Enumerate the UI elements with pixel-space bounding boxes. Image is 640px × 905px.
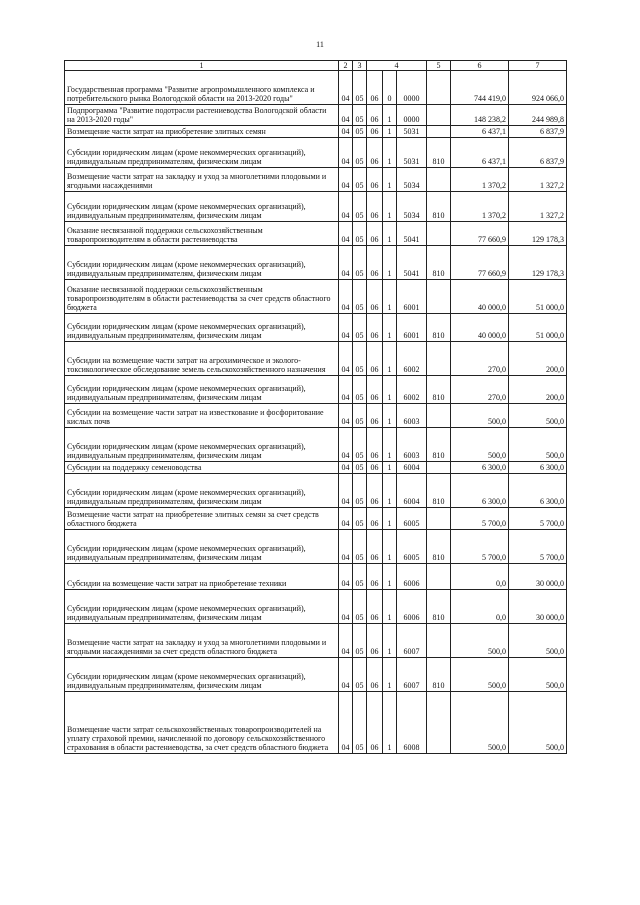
row-value-col6: 0,0 [451, 590, 509, 624]
row-value-col6: 500,0 [451, 692, 509, 754]
row-code-col4a: 06 [367, 658, 383, 692]
row-code-col4b: 1 [383, 564, 397, 590]
row-value-col7: 6 300,0 [509, 474, 567, 508]
row-name: Возмещение части затрат на приобретение элитных семян [65, 126, 339, 138]
row-code-col3: 05 [353, 462, 367, 474]
row-code-col5 [427, 280, 451, 314]
row-code-col3: 05 [353, 428, 367, 462]
row-code-col4a: 06 [367, 192, 383, 222]
row-code-col3: 05 [353, 192, 367, 222]
row-code-col4c: 6001 [397, 314, 427, 342]
table-row [65, 168, 567, 192]
row-code-col5 [427, 342, 451, 376]
row-value-col6: 77 660,9 [451, 222, 509, 246]
row-value-col6: 5 700,0 [451, 508, 509, 530]
row-name: Субсидии юридическим лицам (кроме некоммерческих организаций), индивидуальным предпринимателям, физическим лицам [65, 192, 339, 222]
row-code-col4c: 6006 [397, 564, 427, 590]
row-value-col7: 6 300,0 [509, 462, 567, 474]
table-row [65, 462, 567, 474]
row-code-col4c: 5034 [397, 192, 427, 222]
row-code-col4a: 06 [367, 530, 383, 564]
row-code-col2: 04 [339, 71, 353, 105]
row-code-col4b: 1 [383, 590, 397, 624]
row-value-col7: 500,0 [509, 428, 567, 462]
row-code-col4b: 1 [383, 246, 397, 280]
row-code-col3: 05 [353, 246, 367, 280]
row-value-col6: 6 300,0 [451, 474, 509, 508]
row-code-col3: 05 [353, 126, 367, 138]
table-row [65, 428, 567, 462]
row-value-col7: 6 837,9 [509, 126, 567, 138]
row-value-col6: 5 700,0 [451, 530, 509, 564]
row-value-col6: 40 000,0 [451, 314, 509, 342]
table-row [65, 404, 567, 428]
table-row [65, 138, 567, 168]
row-code-col2: 04 [339, 564, 353, 590]
row-code-col4c: 6003 [397, 404, 427, 428]
row-code-col4a: 06 [367, 246, 383, 280]
row-name: Субсидии юридическим лицам (кроме некоммерческих организаций), индивидуальным предпринимателям, физическим лицам [65, 658, 339, 692]
row-code-col4b: 1 [383, 126, 397, 138]
table-row [65, 280, 567, 314]
row-code-col4a: 06 [367, 280, 383, 314]
row-name: Субсидии юридическим лицам (кроме некоммерческих организаций), индивидуальным предпринимателям, физическим лицам [65, 246, 339, 280]
row-code-col3: 05 [353, 222, 367, 246]
row-code-col2: 04 [339, 342, 353, 376]
row-code-col2: 04 [339, 590, 353, 624]
row-code-col4c: 5034 [397, 168, 427, 192]
row-value-col7: 244 989,8 [509, 105, 567, 126]
row-code-col4c: 0000 [397, 105, 427, 126]
row-name: Возмещение части затрат на приобретение элитных семян за счет средств областного бюджета [65, 508, 339, 530]
row-value-col7: 30 000,0 [509, 564, 567, 590]
row-code-col5 [427, 71, 451, 105]
row-value-col6: 270,0 [451, 342, 509, 376]
row-code-col3: 05 [353, 168, 367, 192]
row-code-col4a: 06 [367, 564, 383, 590]
row-value-col7: 129 178,3 [509, 246, 567, 280]
row-value-col7: 6 837,9 [509, 138, 567, 168]
row-code-col4b: 1 [383, 462, 397, 474]
header-col-1: 1 [65, 61, 339, 71]
row-code-col3: 05 [353, 658, 367, 692]
row-code-col4b: 1 [383, 168, 397, 192]
row-code-col4c: 5031 [397, 138, 427, 168]
row-code-col4b: 1 [383, 138, 397, 168]
row-name: Субсидии на возмещение части затрат на агрохимическое и эколого-токсикологическое обследование земель сельскохозяйственного назначения [65, 342, 339, 376]
table-row [65, 246, 567, 280]
table-body [65, 71, 567, 754]
row-code-col4c: 6004 [397, 462, 427, 474]
row-code-col4c: 0000 [397, 71, 427, 105]
row-code-col3: 05 [353, 474, 367, 508]
row-name: Оказание несвязанной поддержки сельскохозяйственным товаропроизводителям в области растениеводства за счет средств областного бюджета [65, 280, 339, 314]
row-code-col3: 05 [353, 564, 367, 590]
row-name: Субсидии юридическим лицам (кроме некоммерческих организаций), индивидуальным предпринимателям, физическим лицам [65, 590, 339, 624]
row-name: Субсидии юридическим лицам (кроме некоммерческих организаций), индивидуальным предпринимателям, физическим лицам [65, 428, 339, 462]
row-code-col4a: 06 [367, 474, 383, 508]
row-code-col3: 05 [353, 71, 367, 105]
row-code-col2: 04 [339, 692, 353, 754]
table-row [65, 222, 567, 246]
row-code-col4b: 1 [383, 404, 397, 428]
row-value-col7: 500,0 [509, 692, 567, 754]
row-code-col4a: 06 [367, 508, 383, 530]
row-value-col7: 5 700,0 [509, 508, 567, 530]
row-value-col7: 1 327,2 [509, 168, 567, 192]
table-row [65, 376, 567, 404]
row-name: Субсидии на возмещение части затрат на приобретение техники [65, 564, 339, 590]
row-name: Возмещение части затрат на закладку и уход за многолетними плодовыми и ягодными насаждениями за счет средств областного бюджета [65, 624, 339, 658]
row-value-col7: 51 000,0 [509, 314, 567, 342]
row-code-col4c: 5041 [397, 222, 427, 246]
row-code-col4a: 06 [367, 126, 383, 138]
row-code-col5: 810 [427, 428, 451, 462]
row-code-col4c: 5041 [397, 246, 427, 280]
row-code-col5: 810 [427, 138, 451, 168]
row-value-col7: 200,0 [509, 342, 567, 376]
row-code-col4a: 06 [367, 314, 383, 342]
row-code-col4a: 06 [367, 222, 383, 246]
row-code-col2: 04 [339, 508, 353, 530]
row-name: Субсидии юридическим лицам (кроме некоммерческих организаций), индивидуальным предпринимателям, физическим лицам [65, 314, 339, 342]
row-code-col2: 04 [339, 404, 353, 428]
row-code-col4b: 1 [383, 280, 397, 314]
row-code-col4b: 1 [383, 105, 397, 126]
row-value-col6: 0,0 [451, 564, 509, 590]
row-code-col2: 04 [339, 168, 353, 192]
row-code-col4b: 1 [383, 658, 397, 692]
row-code-col4b: 1 [383, 314, 397, 342]
row-value-col6: 77 660,9 [451, 246, 509, 280]
row-code-col2: 04 [339, 280, 353, 314]
row-code-col5: 810 [427, 376, 451, 404]
table-row [65, 508, 567, 530]
row-value-col7: 200,0 [509, 376, 567, 404]
row-code-col4b: 1 [383, 342, 397, 376]
row-value-col7: 129 178,3 [509, 222, 567, 246]
row-code-col2: 04 [339, 222, 353, 246]
row-code-col4c: 6007 [397, 624, 427, 658]
row-name: Субсидии на возмещение части затрат на известкование и фосфоритование кислых почв [65, 404, 339, 428]
row-code-col5 [427, 508, 451, 530]
row-code-col2: 04 [339, 192, 353, 222]
header-col-6: 6 [451, 61, 509, 71]
row-code-col4a: 06 [367, 462, 383, 474]
table-row [65, 692, 567, 754]
row-value-col6: 6 300,0 [451, 462, 509, 474]
row-value-col7: 500,0 [509, 658, 567, 692]
row-code-col5: 810 [427, 530, 451, 564]
table-row [65, 105, 567, 126]
row-name: Субсидии юридическим лицам (кроме некоммерческих организаций), индивидуальным предпринимателям, физическим лицам [65, 376, 339, 404]
row-code-col4c: 6001 [397, 280, 427, 314]
row-code-col4b: 1 [383, 376, 397, 404]
row-code-col4a: 06 [367, 71, 383, 105]
table-row [65, 342, 567, 376]
row-value-col7: 1 327,2 [509, 192, 567, 222]
header-col-3: 3 [353, 61, 367, 71]
row-code-col4c: 6003 [397, 428, 427, 462]
row-code-col5: 810 [427, 590, 451, 624]
row-value-col6: 40 000,0 [451, 280, 509, 314]
row-code-col4b: 1 [383, 508, 397, 530]
row-code-col4b: 0 [383, 71, 397, 105]
row-code-col4b: 1 [383, 192, 397, 222]
row-code-col3: 05 [353, 624, 367, 658]
table-row [65, 71, 567, 105]
row-value-col6: 500,0 [451, 658, 509, 692]
row-code-col4c: 6004 [397, 474, 427, 508]
row-code-col4a: 06 [367, 138, 383, 168]
row-code-col2: 04 [339, 474, 353, 508]
header-col-7: 7 [509, 61, 567, 71]
header-row [65, 61, 567, 71]
row-code-col4a: 06 [367, 168, 383, 192]
row-code-col3: 05 [353, 692, 367, 754]
row-code-col3: 05 [353, 342, 367, 376]
row-code-col4b: 1 [383, 692, 397, 754]
row-code-col4b: 1 [383, 474, 397, 508]
row-code-col4b: 1 [383, 624, 397, 658]
row-code-col4a: 06 [367, 590, 383, 624]
row-code-col2: 04 [339, 530, 353, 564]
row-code-col4c: 6005 [397, 530, 427, 564]
row-code-col4a: 06 [367, 105, 383, 126]
row-name: Субсидии юридическим лицам (кроме некоммерческих организаций), индивидуальным предпринимателям, физическим лицам [65, 138, 339, 168]
row-code-col2: 04 [339, 462, 353, 474]
row-code-col3: 05 [353, 280, 367, 314]
row-value-col6: 270,0 [451, 376, 509, 404]
row-value-col6: 148 238,2 [451, 105, 509, 126]
row-value-col7: 30 000,0 [509, 590, 567, 624]
row-value-col6: 1 370,2 [451, 192, 509, 222]
row-code-col4a: 06 [367, 624, 383, 658]
row-code-col3: 05 [353, 404, 367, 428]
table-row [65, 126, 567, 138]
row-code-col4c: 5031 [397, 126, 427, 138]
table-row [65, 658, 567, 692]
row-code-col4c: 6007 [397, 658, 427, 692]
row-name: Возмещение части затрат на закладку и уход за многолетними плодовыми и ягодными насаждениями [65, 168, 339, 192]
row-code-col3: 05 [353, 105, 367, 126]
row-code-col4b: 1 [383, 530, 397, 564]
row-value-col6: 1 370,2 [451, 168, 509, 192]
row-code-col5 [427, 105, 451, 126]
table-row [65, 590, 567, 624]
row-code-col3: 05 [353, 376, 367, 404]
row-code-col3: 05 [353, 590, 367, 624]
row-code-col4a: 06 [367, 404, 383, 428]
row-code-col2: 04 [339, 246, 353, 280]
row-value-col6: 744 419,0 [451, 71, 509, 105]
page-number: 11 [316, 40, 324, 49]
table-row [65, 624, 567, 658]
row-code-col2: 04 [339, 105, 353, 126]
row-name: Субсидии юридическим лицам (кроме некоммерческих организаций), индивидуальным предпринимателям, физическим лицам [65, 530, 339, 564]
row-code-col5: 810 [427, 314, 451, 342]
row-code-col5: 810 [427, 192, 451, 222]
row-value-col6: 500,0 [451, 428, 509, 462]
row-code-col5 [427, 404, 451, 428]
row-code-col4c: 6002 [397, 342, 427, 376]
row-code-col2: 04 [339, 624, 353, 658]
row-code-col2: 04 [339, 376, 353, 404]
row-name: Государственная программа "Развитие агропромышленного комплекса и потребительского рынка Вологодской области на 2013-2020 годы" [65, 71, 339, 105]
row-code-col5 [427, 168, 451, 192]
header-col-2: 2 [339, 61, 353, 71]
row-value-col7: 500,0 [509, 624, 567, 658]
row-code-col5 [427, 126, 451, 138]
row-code-col3: 05 [353, 314, 367, 342]
row-code-col3: 05 [353, 138, 367, 168]
row-code-col2: 04 [339, 126, 353, 138]
row-code-col5 [427, 624, 451, 658]
row-code-col3: 05 [353, 508, 367, 530]
row-code-col3: 05 [353, 530, 367, 564]
row-code-col4b: 1 [383, 222, 397, 246]
table-row [65, 192, 567, 222]
row-code-col5 [427, 692, 451, 754]
table-row [65, 314, 567, 342]
row-name: Оказание несвязанной поддержки сельскохозяйственным товаропроизводителям в области растениеводства [65, 222, 339, 246]
row-code-col2: 04 [339, 138, 353, 168]
row-value-col6: 500,0 [451, 624, 509, 658]
row-value-col7: 500,0 [509, 404, 567, 428]
row-value-col7: 51 000,0 [509, 280, 567, 314]
row-code-col4b: 1 [383, 428, 397, 462]
row-name: Субсидии юридическим лицам (кроме некоммерческих организаций), индивидуальным предпринимателям, физическим лицам [65, 474, 339, 508]
table-row [65, 474, 567, 508]
row-code-col5 [427, 564, 451, 590]
row-code-col4c: 6008 [397, 692, 427, 754]
table-row [65, 564, 567, 590]
row-value-col6: 6 437,1 [451, 138, 509, 168]
row-value-col6: 6 437,1 [451, 126, 509, 138]
budget-table [64, 60, 567, 754]
row-code-col5 [427, 462, 451, 474]
row-code-col5: 810 [427, 658, 451, 692]
row-code-col4c: 6006 [397, 590, 427, 624]
row-name: Субсидии на поддержку семеноводства [65, 462, 339, 474]
header-col-5: 5 [427, 61, 451, 71]
row-code-col5: 810 [427, 246, 451, 280]
row-code-col2: 04 [339, 428, 353, 462]
row-code-col2: 04 [339, 658, 353, 692]
row-code-col5 [427, 222, 451, 246]
row-value-col6: 500,0 [451, 404, 509, 428]
row-code-col4a: 06 [367, 376, 383, 404]
row-code-col4a: 06 [367, 428, 383, 462]
row-value-col7: 924 066,0 [509, 71, 567, 105]
row-value-col7: 5 700,0 [509, 530, 567, 564]
row-code-col4a: 06 [367, 692, 383, 754]
row-code-col4a: 06 [367, 342, 383, 376]
row-code-col4c: 6002 [397, 376, 427, 404]
row-code-col5: 810 [427, 474, 451, 508]
row-code-col4c: 6005 [397, 508, 427, 530]
row-name: Подпрограмма "Развитие подотрасли растениеводства Вологодской области на 2013-2020 годы" [65, 105, 339, 126]
row-code-col2: 04 [339, 314, 353, 342]
header-col-4: 4 [367, 61, 427, 71]
table-row [65, 530, 567, 564]
row-name: Возмещение части затрат сельскохозяйственных товаропроизводителей на уплату страховой премии, начисленной по договору сельскохозяйственного страхования в области растениеводства, за счет средств областного бюджета [65, 692, 339, 754]
